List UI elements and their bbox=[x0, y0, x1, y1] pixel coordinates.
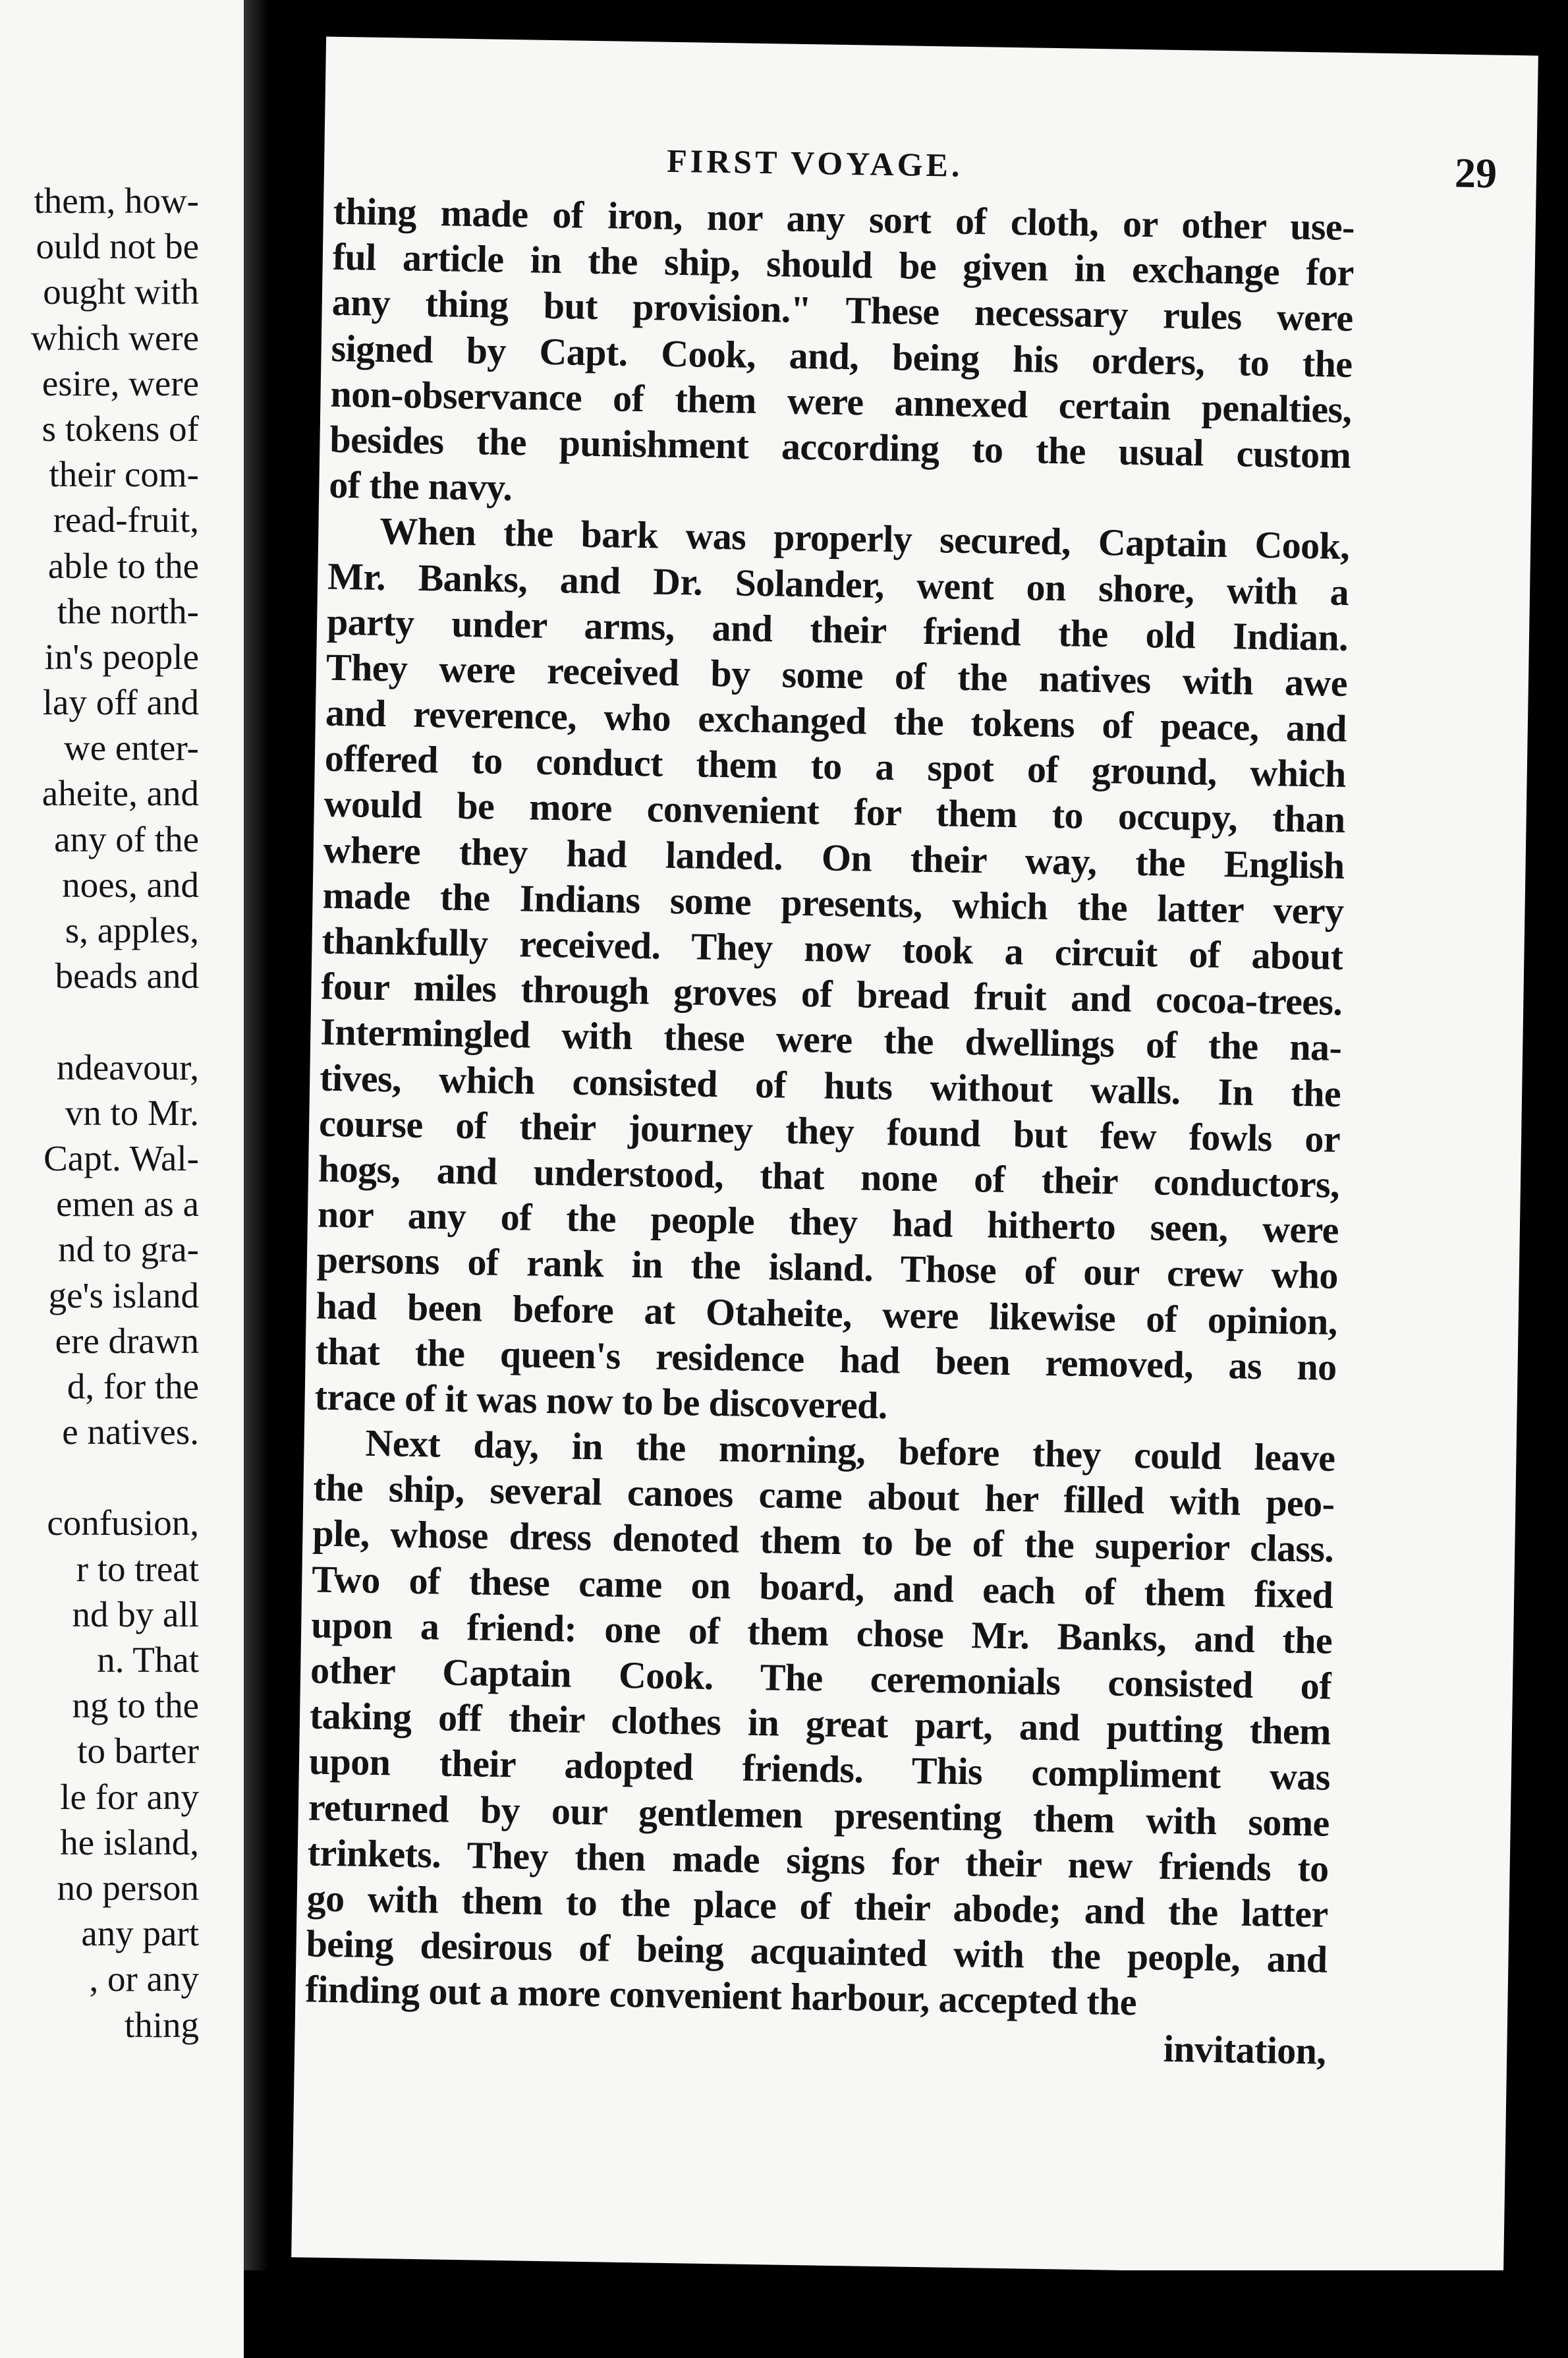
text-line: taking off their clothes in great part, and putting them bbox=[309, 1694, 1331, 1754]
left-text-line: n. That bbox=[97, 1640, 199, 1680]
left-text-line: the north- bbox=[57, 590, 199, 631]
text-line: would be more convenient for them to occupy, than bbox=[323, 782, 1346, 842]
blank-line bbox=[0, 1454, 199, 1500]
left-text-line: ge's island bbox=[48, 1275, 199, 1315]
text-line: of the navy. bbox=[328, 463, 513, 509]
text-line: thing made of iron, nor any sort of cloth, or other use- bbox=[333, 189, 1355, 249]
text-line: the ship, several canoes came about her filled with peo- bbox=[313, 1466, 1335, 1526]
catchword: invitation, bbox=[1163, 2027, 1326, 2073]
text-line: course of their journey they found but few fowls or bbox=[318, 1101, 1341, 1161]
left-text-line: ere drawn bbox=[55, 1320, 199, 1361]
left-text-line: lay off and bbox=[42, 682, 199, 723]
left-text-line: them, how- bbox=[34, 181, 199, 221]
left-text-line: s, apples, bbox=[65, 910, 199, 950]
left-text-line: vn to Mr. bbox=[65, 1092, 199, 1133]
left-text-line: which were bbox=[30, 317, 199, 358]
text-line: made the Indians some presents, which the latter very bbox=[322, 873, 1344, 933]
text-line: When the bark was properly secured, Captain Cook, bbox=[379, 509, 1350, 568]
left-page-fragment bbox=[0, 0, 244, 2358]
text-line: They were received by some of the natives with awe bbox=[325, 645, 1348, 705]
left-text-line: s tokens of bbox=[42, 408, 199, 449]
right-page bbox=[291, 37, 1538, 2276]
left-text-line: confusion, bbox=[47, 1503, 199, 1543]
text-line: trace of it was now to be discovered. bbox=[314, 1375, 888, 1427]
left-text-line: aheite, and bbox=[42, 773, 199, 814]
text-line: party under arms, and their friend the old Indian. bbox=[326, 600, 1349, 659]
text-line: ful article in the ship, should be given in exchange for bbox=[332, 235, 1355, 295]
text-line: hogs, and understood, that none of their conductors, bbox=[318, 1147, 1340, 1206]
text-line: Mr. Banks, and Dr. Solander, went on shore, with a bbox=[327, 554, 1349, 614]
background-edge bbox=[1538, 0, 1568, 2358]
text-line: upon a friend: one of them chose Mr. Banks, and the bbox=[310, 1603, 1333, 1662]
text-line: nor any of the people they had hitherto seen, were bbox=[317, 1192, 1339, 1252]
left-text-line: noes, and bbox=[62, 864, 199, 905]
text-line: being desirous of being acquainted with the people, and bbox=[306, 1922, 1328, 1981]
background-edge-bottom bbox=[244, 2270, 1568, 2358]
left-text-line: no person bbox=[57, 1867, 199, 1908]
left-text-line: to barter bbox=[77, 1731, 199, 1771]
text-line: ple, whose dress denoted them to be of the superior class. bbox=[312, 1511, 1334, 1571]
left-text-line: any of the bbox=[54, 819, 199, 859]
left-text-line: d, for the bbox=[67, 1366, 199, 1406]
left-text-line: he island, bbox=[60, 1822, 199, 1862]
left-text-line: nd by all bbox=[72, 1594, 199, 1634]
left-text-line: ng to the bbox=[72, 1685, 199, 1726]
left-text-line: we enter- bbox=[63, 728, 199, 768]
left-text-line: beads and bbox=[55, 956, 199, 996]
left-text-line: ndeavour, bbox=[56, 1047, 199, 1087]
left-text-line: read-fruit, bbox=[53, 500, 199, 540]
text-line: other Captain Cook. The ceremonials consisted of bbox=[310, 1648, 1332, 1708]
left-text-line: esire, were bbox=[42, 362, 199, 403]
left-text-line: Capt. Wal- bbox=[43, 1137, 199, 1178]
left-text-line: r to treat bbox=[76, 1548, 199, 1589]
text-line: four miles through groves of bread fruit and cocoa-trees. bbox=[320, 964, 1343, 1024]
text-line: thankfully received. They now took a circuit of about bbox=[322, 919, 1343, 978]
text-line: finding out a more convenient harbour, accepted the bbox=[305, 1967, 1137, 2024]
text-line: persons of rank in the island. Those of our crew who bbox=[316, 1238, 1339, 1298]
left-text-line: ould not be bbox=[36, 226, 199, 267]
left-text-line: emen as a bbox=[56, 1184, 199, 1224]
left-page-text bbox=[0, 178, 199, 2048]
left-text-line: le for any bbox=[60, 1776, 199, 1817]
text-line: Intermingled with these were the dwellings of the na- bbox=[320, 1010, 1342, 1070]
text-line: Next day, in the morning, before they could leave bbox=[365, 1421, 1335, 1480]
blank-line bbox=[0, 998, 199, 1044]
text-line: signed by Capt. Cook, and, being his orders, to the bbox=[331, 326, 1353, 386]
text-line: upon their adopted friends. This compliment was bbox=[308, 1739, 1331, 1799]
left-text-line: in's people bbox=[44, 636, 199, 677]
page-header bbox=[324, 129, 1537, 201]
text-line: trinkets. They then made signs for their new friends to bbox=[307, 1831, 1330, 1890]
left-text-line: , or any bbox=[89, 1959, 199, 1999]
left-text-line: able to the bbox=[47, 545, 199, 586]
text-line: non-observance of them were annexed certain penalties, bbox=[330, 372, 1352, 431]
text-line: had been before at Otaheite, were likewise of opinion, bbox=[316, 1284, 1338, 1343]
text-line: where they had landed. On their way, the English bbox=[323, 828, 1345, 887]
body-text bbox=[304, 188, 1355, 2074]
left-text-line: nd to gra- bbox=[58, 1229, 199, 1270]
text-line: offered to conduct them to a spot of ground, which bbox=[324, 736, 1347, 796]
left-text-line: any part bbox=[81, 1913, 199, 1954]
left-text-line: thing bbox=[124, 2004, 199, 2045]
running-head: FIRST VOYAGE. bbox=[666, 142, 963, 184]
page-number: 29 bbox=[1454, 149, 1498, 197]
text-line: Two of these came on board, and each of them fixed bbox=[311, 1557, 1333, 1617]
left-text-line: e natives. bbox=[62, 1412, 199, 1452]
text-line: returned by our gentlemen presenting them with some bbox=[308, 1785, 1330, 1845]
text-line: besides the punishment according to the usual custom bbox=[329, 417, 1351, 476]
text-line: and reverence, who exchanged the tokens of peace, and bbox=[325, 691, 1347, 751]
text-line: go with them to the place of their abode; and the latter bbox=[306, 1876, 1329, 1936]
left-text-line: their com- bbox=[49, 454, 199, 495]
text-line: tives, which consisted of huts without walls. In the bbox=[319, 1056, 1341, 1115]
left-text-line: ought with bbox=[43, 272, 199, 312]
text-line: any thing but provision." These necessary rules were bbox=[331, 281, 1354, 340]
text-line: that the queen's residence had been removed, as no bbox=[315, 1329, 1337, 1389]
